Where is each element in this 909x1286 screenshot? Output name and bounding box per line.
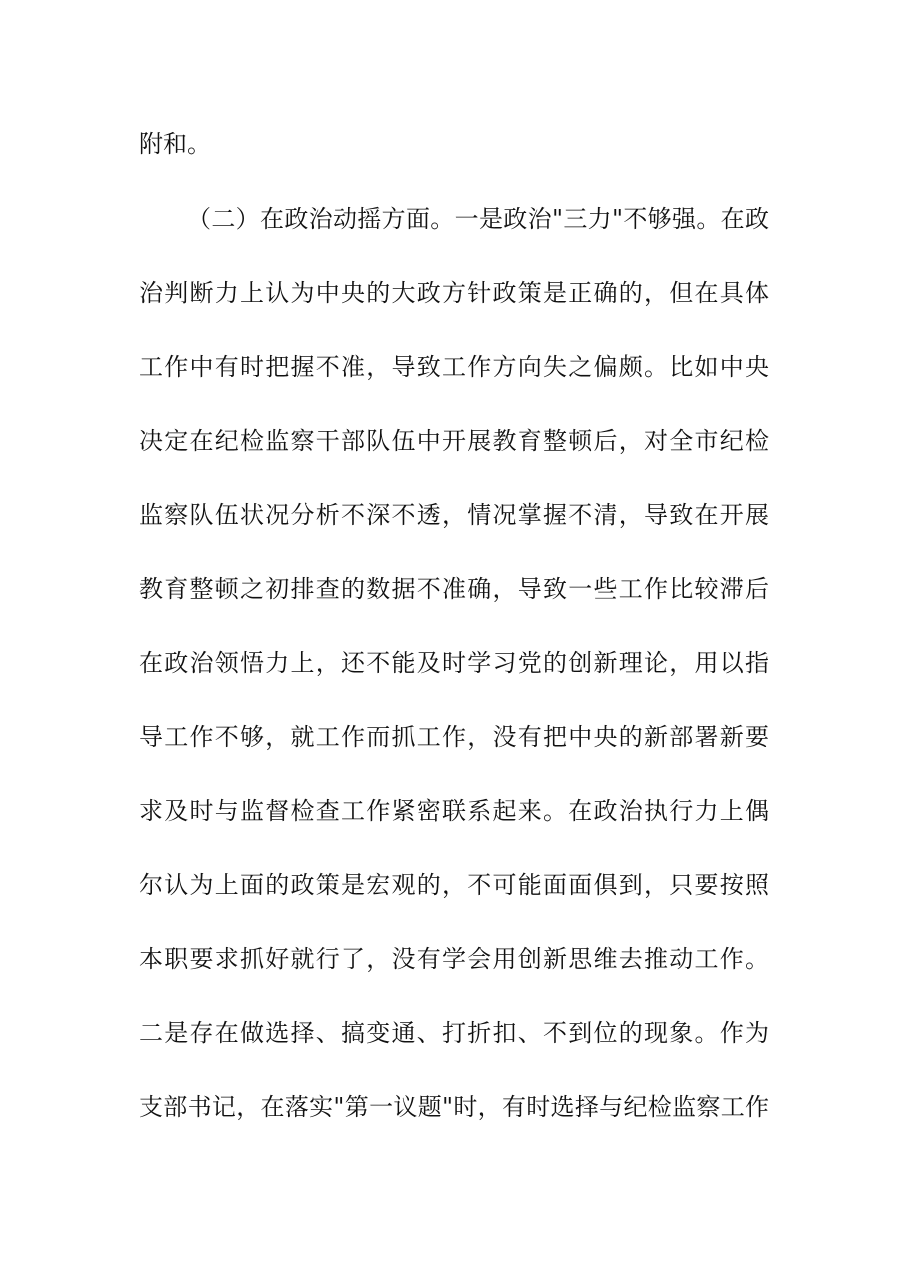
body-line: 支部书记，在落实"第一议题"时，有时选择与纪检监察工作 — [139, 1093, 769, 1121]
body-line: 治判断力上认为中央的大政方针政策是正确的，但在具体 — [139, 279, 769, 307]
paragraph-ending-line: 附和。 — [139, 130, 211, 158]
body-line: 在政治领悟力上，还不能及时学习党的创新理论，用以指 — [139, 649, 769, 677]
body-line: 尔认为上面的政策是宏观的，不可能面面俱到，只要按照 — [139, 871, 769, 899]
body-line: 本职要求抓好就行了，没有学会用创新思维去推动工作。 — [139, 945, 769, 973]
body-line: 监察队伍状况分析不深不透，情况掌握不清，导致在开展 — [139, 501, 769, 529]
body-line: 工作中有时把握不准，导致工作方向失之偏颇。比如中央 — [139, 353, 769, 381]
body-line: 二是存在做选择、搞变通、打折扣、不到位的现象。作为 — [139, 1019, 769, 1047]
section-heading-line: （二）在政治动摇方面。一是政治"三力"不够强。在政 — [187, 205, 769, 233]
body-line: 导工作不够，就工作而抓工作，没有把中央的新部署新要 — [139, 723, 769, 751]
body-line: 决定在纪检监察干部队伍中开展教育整顿后，对全市纪检 — [139, 427, 769, 455]
body-line: 求及时与监督检查工作紧密联系起来。在政治执行力上偶 — [139, 797, 769, 825]
body-line: 教育整顿之初排查的数据不准确，导致一些工作比较滞后 — [139, 575, 769, 603]
